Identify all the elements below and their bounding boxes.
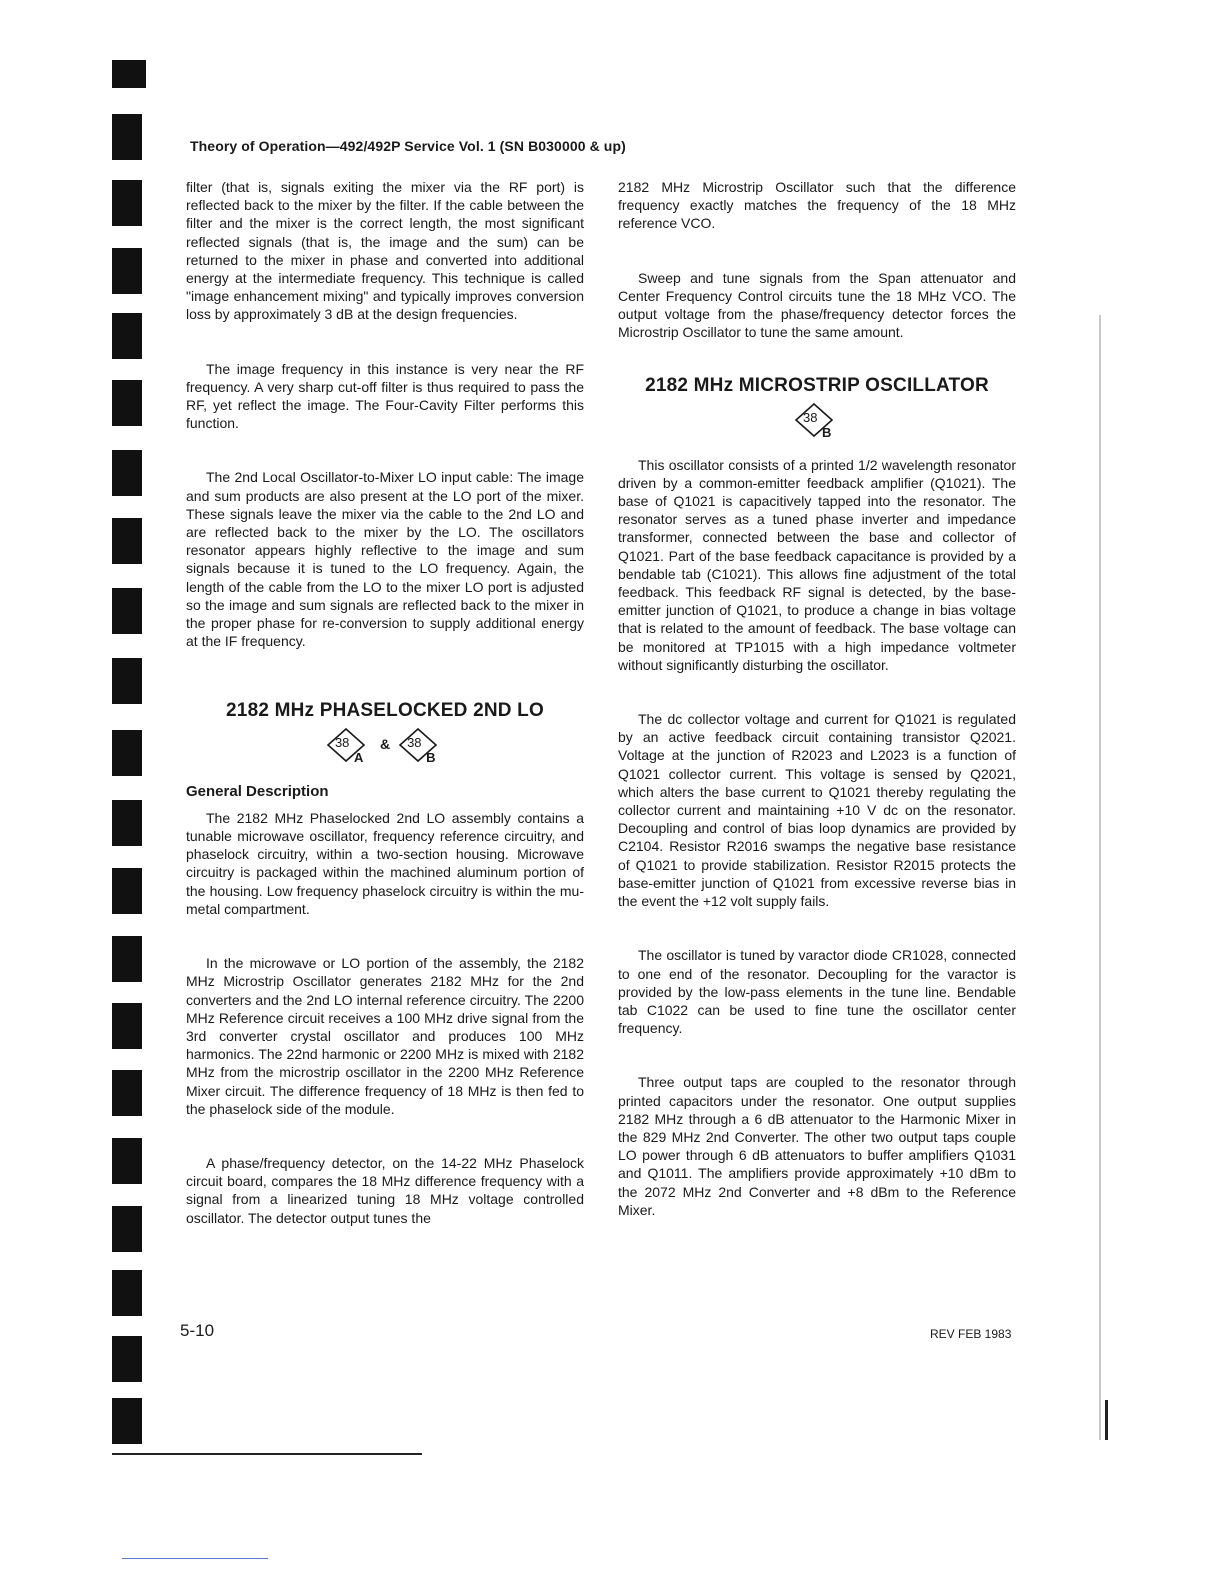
diagram-ref-suffix: B <box>426 749 436 765</box>
binding-mark <box>112 730 142 776</box>
binding-mark <box>112 380 142 426</box>
revision-date: REV FEB 1983 <box>930 1327 1012 1341</box>
binding-mark <box>112 588 142 634</box>
binding-mark <box>112 518 142 564</box>
diagram-reference-symbols <box>618 402 1016 444</box>
binding-mark <box>112 936 142 982</box>
paragraph: The image frequency in this instance is very near the RF frequency. A very sharp cut-off filter is thus required to pass the RF, yet reflect the image. The Four-Cavity Filter performs this function. <box>186 360 584 432</box>
running-head: Theory of Operation—492/492P Service Vol. 1 (SN B030000 & up) <box>190 138 626 154</box>
binding-mark <box>112 114 142 160</box>
binding-mark <box>112 1206 142 1252</box>
binding-mark <box>112 450 142 496</box>
section-title: 2182 MHz MICROSTRIP OSCILLATOR <box>645 375 989 397</box>
section-title: 2182 MHz PHASELOCKED 2ND LO <box>226 700 544 722</box>
scan-right-edge-mark <box>1105 1400 1108 1440</box>
diagram-ref-symbol-b <box>398 727 444 767</box>
left-column <box>186 178 584 1227</box>
diagram-reference-symbols <box>186 727 584 769</box>
diagram-ref-number: 38 <box>407 734 422 750</box>
ampersand: & <box>379 735 391 752</box>
subheading: General Description <box>186 782 329 800</box>
paragraph: The 2nd Local Oscillator-to-Mixer LO input cable: The image and sum products are also present at the LO port of the mixer. These signals leave the mixer via the cable to the 2nd LO and are reflected back to the mixer by the LO. The oscillators resonator appears highly reflective to the image and sum signals because it is tuned to the LO frequency. Again, the length of the cable from the LO to the mixer LO port is adjusted so the image and sum signals are reflected back to the mixer in the proper phase for re-conversion to supply additional energy at the IF frequency. <box>186 469 584 650</box>
paragraph: In the microwave or LO portion of the assembly, the 2182 MHz Microstrip Oscillator generates 2182 MHz for the 2nd converters and the 2nd LO internal reference circuitry. The 2200 MHz Reference circuit receives a 100 MHz drive signal from the 3rd converter crystal oscillator and produces 100 MHz harmonics. The 22nd harmonic or 2200 MHz is mixed with 2182 MHz from the microstrip oscillator in the 2200 MHz Reference Mixer circuit. The difference frequency of 18 MHz is then fed to the phaselock side of the module. <box>186 955 584 1117</box>
diagram-ref-number: 38 <box>803 409 818 425</box>
binding-mark <box>112 248 142 294</box>
paragraph: The 2182 MHz Phaselocked 2nd LO assembly contains a tunable microwave oscillator, frequency reference circuitry, and phaselock circuitry, within a two-section housing. Microwave circuitry is packaged within the machined aluminum portion of the housing. Low frequency phaselock circuitry is within the mu-metal compartment. <box>186 809 584 917</box>
binding-mark <box>112 180 142 226</box>
binding-marks <box>112 58 152 1458</box>
paragraph: filter (that is, signals exiting the mixer via the RF port) is reflected back to the mixer by the filter. If the cable between the filter and the mixer is the correct length, the most significant reflected signals (that is, the image and the sum) can be returned to the mixer in phase and converted into additional energy at the intermediate frequency. This technique is called "image enhancement mixing" and typically improves conversion loss by approximately 3 dB at the design frequencies. <box>186 179 584 323</box>
scan-faint-rule <box>122 1558 268 1559</box>
binding-mark <box>112 1336 142 1382</box>
binding-mark <box>112 868 142 914</box>
page-number: 5-10 <box>180 1321 215 1340</box>
scan-right-edge <box>1099 315 1101 1440</box>
paragraph: Three output taps are coupled to the resonator through printed capacitors under the resonator. One output supplies 2182 MHz through a 6 dB attenuator to the Harmonic Mixer in the 829 MHz 2nd Converter. The other two output taps couple LO power through 6 dB attenuators to buffer amplifiers Q1031 and Q1011. The amplifiers provide approximately +10 dBm to the 2072 MHz 2nd Converter and +8 dBm to the Reference Mixer. <box>618 1074 1016 1218</box>
binding-mark <box>112 1138 142 1184</box>
right-column <box>618 178 1016 1219</box>
diagram-ref-number: 38 <box>334 734 350 750</box>
paragraph: 2182 MHz Microstrip Oscillator such that the difference frequency exactly matches the frequency of the 18 MHz reference VCO. <box>618 179 1016 232</box>
diagram-ref-symbol-b <box>794 402 840 442</box>
diagram-ref-suffix: B <box>822 424 832 440</box>
binding-mark <box>112 1270 142 1316</box>
paragraph: The oscillator is tuned by varactor diode CR1028, connected to one end of the resonator. Decoupling for the varactor is provided by the low-pass elements in the tune line. Bendable tab C1022 can be used to fine tune the oscillator center frequency. <box>618 947 1016 1037</box>
binding-mark <box>112 1070 142 1116</box>
paragraph: Sweep and tune signals from the Span attenuator and Center Frequency Control circuits tune the 18 MHz VCO. The output voltage from the phase/frequency detector forces the Microstrip Oscillator to tune the same amount. <box>618 269 1016 341</box>
binding-mark <box>112 658 142 704</box>
paragraph: A phase/frequency detector, on the 14-22 MHz Phaselock circuit board, compares the 18 MHz difference frequency with a signal from a linearized tuning 18 MHz voltage controlled oscillator. The detector output tunes the <box>186 1154 584 1226</box>
paragraph: This oscillator consists of a printed 1/2 wavelength resonator driven by a common-emitter feedback amplifier (Q1021). The base of Q1021 is capacitively tapped into the resonator. The resonator serves as a tuned phase inverter and impedance transformer, connected between the base and collector of Q1021. Part of the base feedback capacitance is provided by a bendable tab (C1021). This allows fine adjustment of the total feedback. This feedback RF signal is detected, by the base-emitter junction of Q1021, to produce a change in bias voltage that is related to the amount of feedback. The base voltage can be monitored at TP1015 with a high impedance voltmeter without significantly disturbing the oscillator. <box>618 456 1016 673</box>
binding-mark <box>112 1003 142 1049</box>
diagram-ref-symbol-a <box>326 727 372 767</box>
binding-mark <box>112 1398 142 1444</box>
paragraph: The dc collector voltage and current for Q1021 is regulated by an active feedback circuit containing transistor Q2021. Voltage at the junction of R2023 and L2023 is a function of Q1021 collector current. This voltage is sensed by Q2021, which alters the base current to Q1021 thereby regulating the collector current and maintaining +10 V dc on the resonator. Decoupling and control of bias loop dynamics are provided by C2104. Resistor R2016 swamps the negative base resistance of Q1021 to provide stabilization. Resistor R2015 protects the base-emitter junction of Q1021 from excessive reverse bias in the event the +12 volt supply fails. <box>618 711 1016 910</box>
scan-bottom-rule <box>112 1453 422 1455</box>
binding-mark <box>112 313 142 359</box>
diagram-ref-suffix: A <box>353 749 364 765</box>
binding-mark <box>112 800 142 846</box>
binding-mark <box>112 60 146 88</box>
